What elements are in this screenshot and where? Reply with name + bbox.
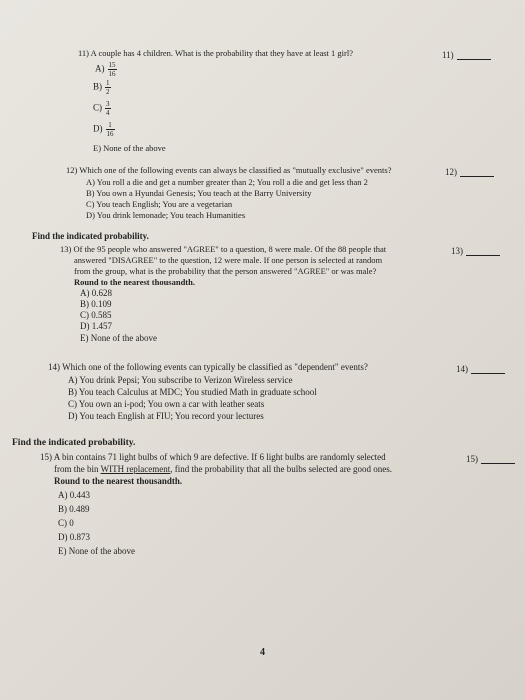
section-heading: Find the indicated probability.: [32, 231, 149, 241]
fraction: $\frac{3}{4}$: [106, 100, 110, 117]
q15-choice-e: E) None of the above: [58, 546, 135, 556]
q14-stem: 14) Which one of the following events can typically be classified as "dependent" events?: [48, 362, 368, 372]
q13-answer-blank[interactable]: 13): [451, 246, 500, 256]
q13-stem-line-2: answered "DISAGREE" to the question, 12 were male. If one person is selected at random: [74, 255, 383, 265]
q13-choice-e: E) None of the above: [80, 333, 157, 343]
q11-choice-a: A) $\frac{15}{16}$: [95, 61, 116, 78]
q13-rounding: Round to the nearest thousandth.: [74, 277, 195, 287]
q15-number: 15): [40, 452, 52, 462]
q11-choice-d: D) $\frac{1}{16}$: [93, 121, 114, 138]
section-heading: Find the indicated probability.: [12, 438, 136, 448]
q11-answer-blank[interactable]: [442, 50, 491, 60]
q11-stem: [78, 48, 353, 58]
q11-text: A couple has 4 children. What is the probability that they have at least 1 girl?: [90, 48, 353, 58]
q15-choice-d: D) 0.873: [58, 532, 90, 542]
q13-number: 13): [60, 244, 72, 254]
q14-choice-a: A) You drink Pepsi; You subscribe to Verizon Wireless service: [68, 375, 293, 385]
q12-choice-b: B) You own a Hyundai Genesis; You teach at the Barry University: [86, 188, 312, 198]
fraction: $\frac{1}{16}$: [106, 121, 114, 138]
q13-choice-b: B) 0.109: [80, 299, 112, 309]
q14-answer-blank[interactable]: 14): [456, 364, 505, 374]
q12-choice-c: C) You teach English; You are a vegetarian: [86, 199, 233, 209]
q11-choice-e: E) None of the above: [93, 143, 166, 153]
q11-choice-b: B) $\frac{1}{2}$: [93, 79, 110, 96]
q14-choice-b: B) You teach Calculus at MDC; You studied Math in graduate school: [68, 387, 317, 397]
q15-choice-c: C) 0: [58, 518, 74, 528]
q11-answer-label: 11): [442, 50, 454, 60]
fraction: $\frac{15}{16}$: [108, 61, 116, 78]
q12-choice-a: A) You roll a die and get a number greater than 2; You roll a die and get less than 2: [86, 177, 368, 187]
q15-rounding: Round to the nearest thousandth.: [54, 476, 183, 486]
q15-choice-a: A) 0.443: [58, 490, 90, 500]
fraction: $\frac{1}{2}$: [106, 79, 110, 96]
q12-choice-d: D) You drink lemonade; You teach Humanities: [86, 210, 246, 220]
q12-stem: [66, 165, 391, 175]
q15-choice-b: B) 0.489: [58, 504, 90, 514]
q15-answer-blank[interactable]: 15): [466, 454, 515, 464]
q13-choice-c: C) 0.585: [80, 310, 112, 320]
q11-choice-c: C) $\frac{3}{4}$: [93, 100, 110, 117]
q13-choice-d: D) 1.457: [80, 321, 112, 331]
page-number: 4: [260, 647, 265, 658]
q14-choice-d: D) You teach English at FIU; You record your lectures: [68, 411, 264, 421]
q12-number: 12): [66, 165, 78, 175]
q12-text: Which one of the following events can always be classified as "mutually exclusive" events?: [79, 165, 392, 175]
q15-stem-line-2: from the bin WITH replacement, find the probability that all the bulbs selected are good ones.: [54, 464, 392, 474]
q15-stem-line-1: 15) A bin contains 71 light bulbs of which 9 are defective. If 6 light bulbs are randomly selected: [40, 452, 386, 462]
q14-number: 14): [48, 362, 60, 372]
q11-number: 11): [78, 48, 90, 58]
q13-stem-line-1: 13) Of the 95 people who answered "AGREE" to a question, 8 were male. Of the 88 people that: [60, 244, 387, 254]
q14-choice-c: C) You own an i-pod; You own a car with leather seats: [68, 399, 265, 409]
q12-answer-blank[interactable]: 12): [445, 167, 494, 177]
q13-choice-a: A) 0.628: [80, 288, 112, 298]
q13-stem-line-3: from the group, what is the probability that the person answered "AGREE" or was male?: [74, 266, 377, 276]
